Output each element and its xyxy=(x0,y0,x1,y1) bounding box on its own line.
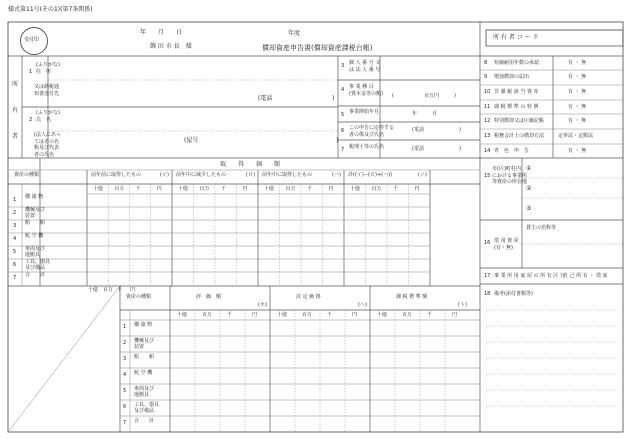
table-b-row-no: 6 xyxy=(123,404,127,410)
right-item-value: 有 ・ 無 xyxy=(568,104,587,110)
table-a-row-label: 船 舶 xyxy=(25,220,46,226)
table-b-unit: 十億 xyxy=(277,312,288,318)
form-title: 償却資産申告書(償却資産課税台帳) xyxy=(262,44,373,52)
right-item-no: 8 xyxy=(484,60,488,66)
owner-side-char: 者 xyxy=(12,133,19,140)
right-item-no: 11 xyxy=(484,104,491,110)
table-a-row-label: 車両及び 運搬具 xyxy=(25,246,46,258)
table-b-unit: 百万 xyxy=(402,312,413,318)
field-1-label: (ふりがな) 住 所 xyxy=(36,62,60,75)
table-b-top-unit: 十億 xyxy=(88,287,99,293)
right-item-label: 特別償却又は圧縮記帳 xyxy=(494,118,545,124)
field-1-phone: (電話 xyxy=(258,95,273,102)
field-2-sub: (法人にあっ てはその名 称及び代表 者の氏名 xyxy=(34,132,61,158)
table-a-row-label: 工具、器具 及び備品 xyxy=(25,259,51,271)
field-1-phone-close: ) xyxy=(332,95,335,102)
mid-item-no: 4 xyxy=(341,87,345,93)
field-1-sub: 又は納税通 知書送付先 xyxy=(34,84,60,97)
table-a-unit: 千 xyxy=(307,186,313,192)
mid-item-value-paren: ( 百万円 ) xyxy=(392,93,456,99)
table-a-row-no: 5 xyxy=(13,249,17,255)
table-b-col-label: 決 定 価 格 xyxy=(296,294,321,300)
table-b-unit: 円 xyxy=(252,312,258,318)
table-a-row-no: 6 xyxy=(13,262,17,268)
table-b-unit: 千 xyxy=(327,312,333,318)
table-b-row-label: 工具、器具 及び備品 xyxy=(134,402,160,414)
table-b-row-label: 合 計 xyxy=(134,418,155,424)
table-a-unit: 百万 xyxy=(371,186,382,192)
table-a-group-mark: (ハ) xyxy=(332,172,341,178)
mid-item-label: 税理士等の氏名 xyxy=(349,144,385,150)
item15-label: 市(区)町村内 における事業所 等資産の所在地 xyxy=(492,166,528,185)
table-a-unit: 円 xyxy=(414,186,420,192)
item18-label: 備考(添付書類等) xyxy=(494,291,533,297)
field-2-label: (ふりがな) 氏 名 xyxy=(36,110,60,123)
date-line: 年 月 日 xyxy=(140,29,183,36)
right-item-no: 14 xyxy=(484,148,491,154)
table-a-row-no: 1 xyxy=(13,197,17,203)
owner-code-label: 所 有 者 コ ー ド xyxy=(493,34,539,41)
mid-item-no: 5 xyxy=(341,112,345,118)
right-item-no: 12 xyxy=(484,118,491,124)
table-a-row-label: 構 築 物 xyxy=(25,194,44,200)
mid-item-no: 7 xyxy=(341,147,345,153)
item15-entry-2: ② xyxy=(526,185,532,192)
table-b-unit: 百万 xyxy=(202,312,213,318)
table-a-row-header: 資産の種類 xyxy=(14,172,40,178)
item17-no: 17 xyxy=(484,273,491,279)
table-a-unit: 千 xyxy=(221,186,227,192)
table-b-row-label: 船 舶 xyxy=(134,354,155,360)
mid-item-label: この申告に応答する 者の係及び氏名 xyxy=(349,125,395,138)
right-item-value: 有 ・ 無 xyxy=(568,118,587,124)
table-a-unit: 千 xyxy=(135,186,141,192)
owner-side-char: 所 xyxy=(12,81,19,88)
right-item-value: 有 ・ 無 xyxy=(568,60,587,66)
table-b-unit: 千 xyxy=(227,312,233,318)
table-b-col-label: 評 価 額 xyxy=(196,294,222,300)
table-a-group-mark: (ロ) xyxy=(246,172,255,178)
owner-side-char: 有 xyxy=(12,107,19,114)
field-2-no: 2 xyxy=(29,117,33,123)
table-a-unit: 百万 xyxy=(285,186,296,192)
table-b-unit: 円 xyxy=(352,312,358,318)
table-a-unit: 千 xyxy=(393,186,399,192)
item17-label: 事 業 所 用 家 屋 の 所 有 区 分 xyxy=(494,273,565,279)
table-a-group-mark: (ニ) xyxy=(418,172,427,178)
right-item-no: 13 xyxy=(484,133,491,139)
mid-item-value: 年 月 xyxy=(412,111,438,117)
mid-item-label: 事業開始年月 xyxy=(349,109,380,115)
table-a-group-mark: (イ) xyxy=(160,172,169,178)
table-b-top-unit: 円 xyxy=(130,287,136,293)
addressee: 飾 田 市 長 様 xyxy=(150,43,192,50)
item17-value: 自 己 所 有 ・ 借 家 xyxy=(563,273,608,279)
right-item-no: 10 xyxy=(484,89,491,95)
table-b-row-no: 5 xyxy=(123,388,127,394)
field-2-bracket-close: ) xyxy=(336,137,339,144)
table-b-row-label: 機械及び 装置 xyxy=(134,338,155,350)
table-a-row-no: 3 xyxy=(13,223,17,229)
right-item-value: 有 ・ 無 xyxy=(568,148,587,154)
table-b-row-no: 3 xyxy=(123,356,127,362)
table-a-group-label: 前年中に減少したもの xyxy=(176,172,227,178)
mid-item-value: (電話 ) xyxy=(412,146,461,152)
mid-item-label: 事 業 種 目 (資本金等の額) xyxy=(349,84,383,97)
table-b-unit: 百万 xyxy=(302,312,313,318)
table-b-row-no: 1 xyxy=(123,324,127,330)
right-item-label: 税務会計上の償却方法 xyxy=(494,133,545,139)
table-a-title: 取 得 価 額 xyxy=(220,161,281,168)
table-b-row-label: 構 築 物 xyxy=(134,322,153,328)
table-b-unit: 十億 xyxy=(377,312,388,318)
right-item-value: 有 ・ 無 xyxy=(568,74,587,80)
table-a-group-label: 前年前に取得したもの xyxy=(91,172,142,178)
field-2-bracket-open: (屋号 xyxy=(184,137,199,144)
table-b-col-label: 課 税 標 準 額 xyxy=(396,294,428,300)
item18-no: 18 xyxy=(484,291,491,297)
item16-label: 借 用 資 産 (有・無) xyxy=(494,238,519,251)
table-a-unit: 円 xyxy=(156,186,162,192)
table-a-unit: 円 xyxy=(242,186,248,192)
right-item-label: 青 色 申 告 xyxy=(494,148,530,154)
table-a-unit: 十億 xyxy=(350,186,361,192)
item16-sub: 貸主の名称等 xyxy=(526,225,557,231)
mid-item-label: 個 人 番 号 又 は 法 人 番 号 xyxy=(349,60,381,73)
table-a-row-label: 合 計 xyxy=(25,272,46,278)
table-b-col-mark: (ホ) xyxy=(258,302,267,308)
table-b-col-mark: (ヘ) xyxy=(358,302,367,308)
table-a-group-label: 前年中に取得したもの xyxy=(262,172,313,178)
table-b-row-no: 2 xyxy=(123,340,127,346)
field-1-no: 1 xyxy=(29,69,33,75)
right-item-label: 増加償却の届出 xyxy=(494,74,530,80)
mid-item-no: 3 xyxy=(341,63,345,69)
table-a-group-label: 計((イ)−(ロ)+(ハ)) xyxy=(348,172,392,178)
right-item-no: 9 xyxy=(484,74,488,80)
table-b-row-no: 7 xyxy=(123,420,127,426)
mid-item-no: 6 xyxy=(341,128,345,134)
table-b-row-label: 車両及び 運搬具 xyxy=(134,386,155,398)
table-a-row-no: 7 xyxy=(13,275,17,281)
item15-entry-3: ③ xyxy=(526,205,532,212)
item16-no: 16 xyxy=(484,240,491,246)
table-a-row-label: 機械及び 装置 xyxy=(25,207,46,219)
right-item-value: 定率法・定額法 xyxy=(558,133,594,139)
table-b-unit: 円 xyxy=(452,312,458,318)
table-b-row-label: 航 空 機 xyxy=(134,370,153,376)
right-item-label: 短縮耐用年数の承認 xyxy=(494,60,540,66)
table-a-unit: 十億 xyxy=(178,186,189,192)
right-item-label: 課 税 標 準 の 特 例 xyxy=(494,104,539,110)
right-item-label: 非 課 税 該 当 資 産 xyxy=(494,89,539,95)
table-b-unit: 十億 xyxy=(177,312,188,318)
table-b-row-header: 資産の種類 xyxy=(126,294,152,300)
table-a-unit: 百万 xyxy=(114,186,125,192)
year-label: 年度 xyxy=(288,30,301,37)
table-a-unit: 十億 xyxy=(264,186,275,192)
mid-item-value: (電話 ) xyxy=(412,127,461,133)
receipt-stamp-label: 受付印 xyxy=(24,37,40,43)
table-a-unit: 百万 xyxy=(199,186,210,192)
table-a-unit: 十億 xyxy=(93,186,104,192)
item15-entry-1: ① xyxy=(526,165,532,172)
item15-no: 15 xyxy=(484,173,491,179)
table-a-row-no: 4 xyxy=(13,236,17,242)
table-a-row-no: 2 xyxy=(13,210,17,216)
table-b-top-unit: 千 xyxy=(117,287,123,293)
table-a-unit: 円 xyxy=(328,186,334,192)
table-b-top-unit: 百万 xyxy=(103,287,114,293)
table-a-row-label: 航 空 機 xyxy=(25,233,44,239)
table-b-col-mark: (ト) xyxy=(458,302,467,308)
right-item-value: 有 ・ 無 xyxy=(568,89,587,95)
table-b-row-no: 4 xyxy=(123,372,127,378)
table-b-unit: 千 xyxy=(427,312,433,318)
form-number: 様式第11号(その1)(第7条関係) xyxy=(8,6,93,13)
